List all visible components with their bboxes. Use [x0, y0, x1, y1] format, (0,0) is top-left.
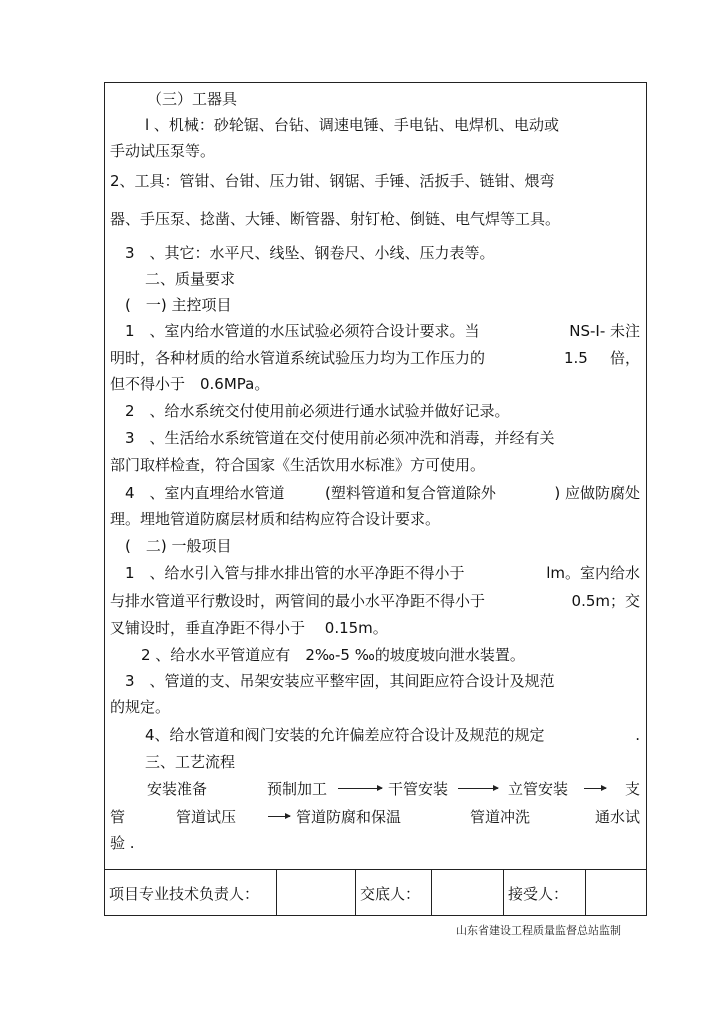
flow-step: 立管安装	[508, 780, 569, 798]
text-line: 2 、给水水平管道应有 2‰-5 ‰的坡度坡向泄水装置。	[141, 646, 525, 664]
arrow-icon	[338, 788, 382, 789]
section-quality-heading: 二、质量要求	[145, 270, 236, 288]
text-line: 4 、室内直埋给水管道 (塑料管道和复合管道除外 ) 应做防腐处	[125, 484, 640, 502]
text-line: 的规定。	[110, 698, 171, 716]
arrow-icon	[268, 816, 290, 817]
signature-row	[105, 869, 646, 916]
flow-step: 管道冲洗	[470, 808, 531, 826]
text-line: 部门取样检查，符合国家《生活饮用水标准》方可使用。	[110, 456, 486, 474]
text-line: 2 、给水系统交付使用前必须进行通水试验并做好记录。	[125, 402, 510, 420]
text-line: 理。埋地管道防腐层材质和结构应符合设计要求。	[110, 510, 441, 528]
flow-step: 管道防腐和保温	[296, 808, 402, 826]
flow-step: 管道试压	[176, 808, 237, 826]
text-line: l 、机械：砂轮锯、台钻、调速电锤、手电钻、电焊机、电动或	[145, 116, 559, 134]
text-line: 3 、其它：水平尺、线坠、钢卷尺、小线、压力表等。	[125, 244, 495, 262]
arrow-icon	[458, 788, 498, 789]
text-line: 1 、室内给水管道的水压试验必须符合设计要求。当 NS-I- 未注	[125, 322, 640, 340]
flow-step: 通水试	[594, 808, 640, 826]
flow-step: 管	[110, 808, 126, 826]
flow-step: 安装准备	[147, 780, 208, 798]
text-line: 器、手压泵、捻凿、大锤、断管器、射钉枪、倒链、电气焊等工具。	[110, 210, 561, 228]
flow-step: 支	[624, 780, 640, 798]
section-process-heading: 三、工艺流程	[145, 753, 236, 771]
document-frame	[104, 82, 647, 916]
text-line: 明时，各种材质的给水管道系统试验压力均为工作压力的 1.5 倍，	[110, 349, 640, 367]
text-line: 3 、管道的支、吊架安装应平整牢固，其间距应符合设计及规范	[125, 672, 555, 690]
subsection-heading: ( 二) 一般项目	[125, 537, 232, 555]
receiver-label: 接受人：	[504, 870, 586, 916]
text-line: 叉铺设时，垂直净距不得小于 0.15m。	[110, 619, 388, 637]
flow-step: 干管安装	[388, 780, 449, 798]
text-line: 2、工具：管钳、台钳、压力钳、钢锯、手锤、活扳手、链钳、煨弯	[110, 172, 555, 190]
tech-lead-signature-field[interactable]	[277, 870, 356, 916]
text-line: 但不得小于 0.6MPa。	[110, 375, 270, 393]
flow-step: 预制加工	[267, 780, 328, 798]
text-line: 与排水管道平行敷设时，两管间的最小水平净距不得小于 0.5m；交	[110, 592, 640, 610]
arrow-icon	[584, 788, 606, 789]
text-line: 4、给水管道和阀门安装的允许偏差应符合设计及规范的规定 .	[145, 726, 640, 744]
subsection-heading: ( 一) 主控项目	[125, 296, 232, 314]
handover-signature-field[interactable]	[432, 870, 504, 916]
receiver-signature-field[interactable]	[586, 870, 646, 916]
content-area	[105, 83, 646, 869]
text-line: 1 、给水引入管与排水排出管的水平净距不得小于 lm。室内给水	[125, 564, 640, 582]
text-line: 3 、生活给水系统管道在交付使用前必须冲洗和消毒，并经有关	[125, 429, 555, 447]
process-flow-row-1	[110, 779, 640, 799]
section-tools-heading: （三）工器具	[147, 90, 238, 108]
footer-issuer: 山东省建设工程质量监督总站监制	[456, 924, 621, 937]
text-line: 手动试压泵等。	[110, 142, 216, 160]
handover-label: 交底人：	[356, 870, 432, 916]
tech-lead-label: 项目专业技术负责人：	[105, 870, 277, 916]
text-line: 验 .	[110, 834, 135, 852]
process-flow-row-2	[110, 807, 640, 827]
